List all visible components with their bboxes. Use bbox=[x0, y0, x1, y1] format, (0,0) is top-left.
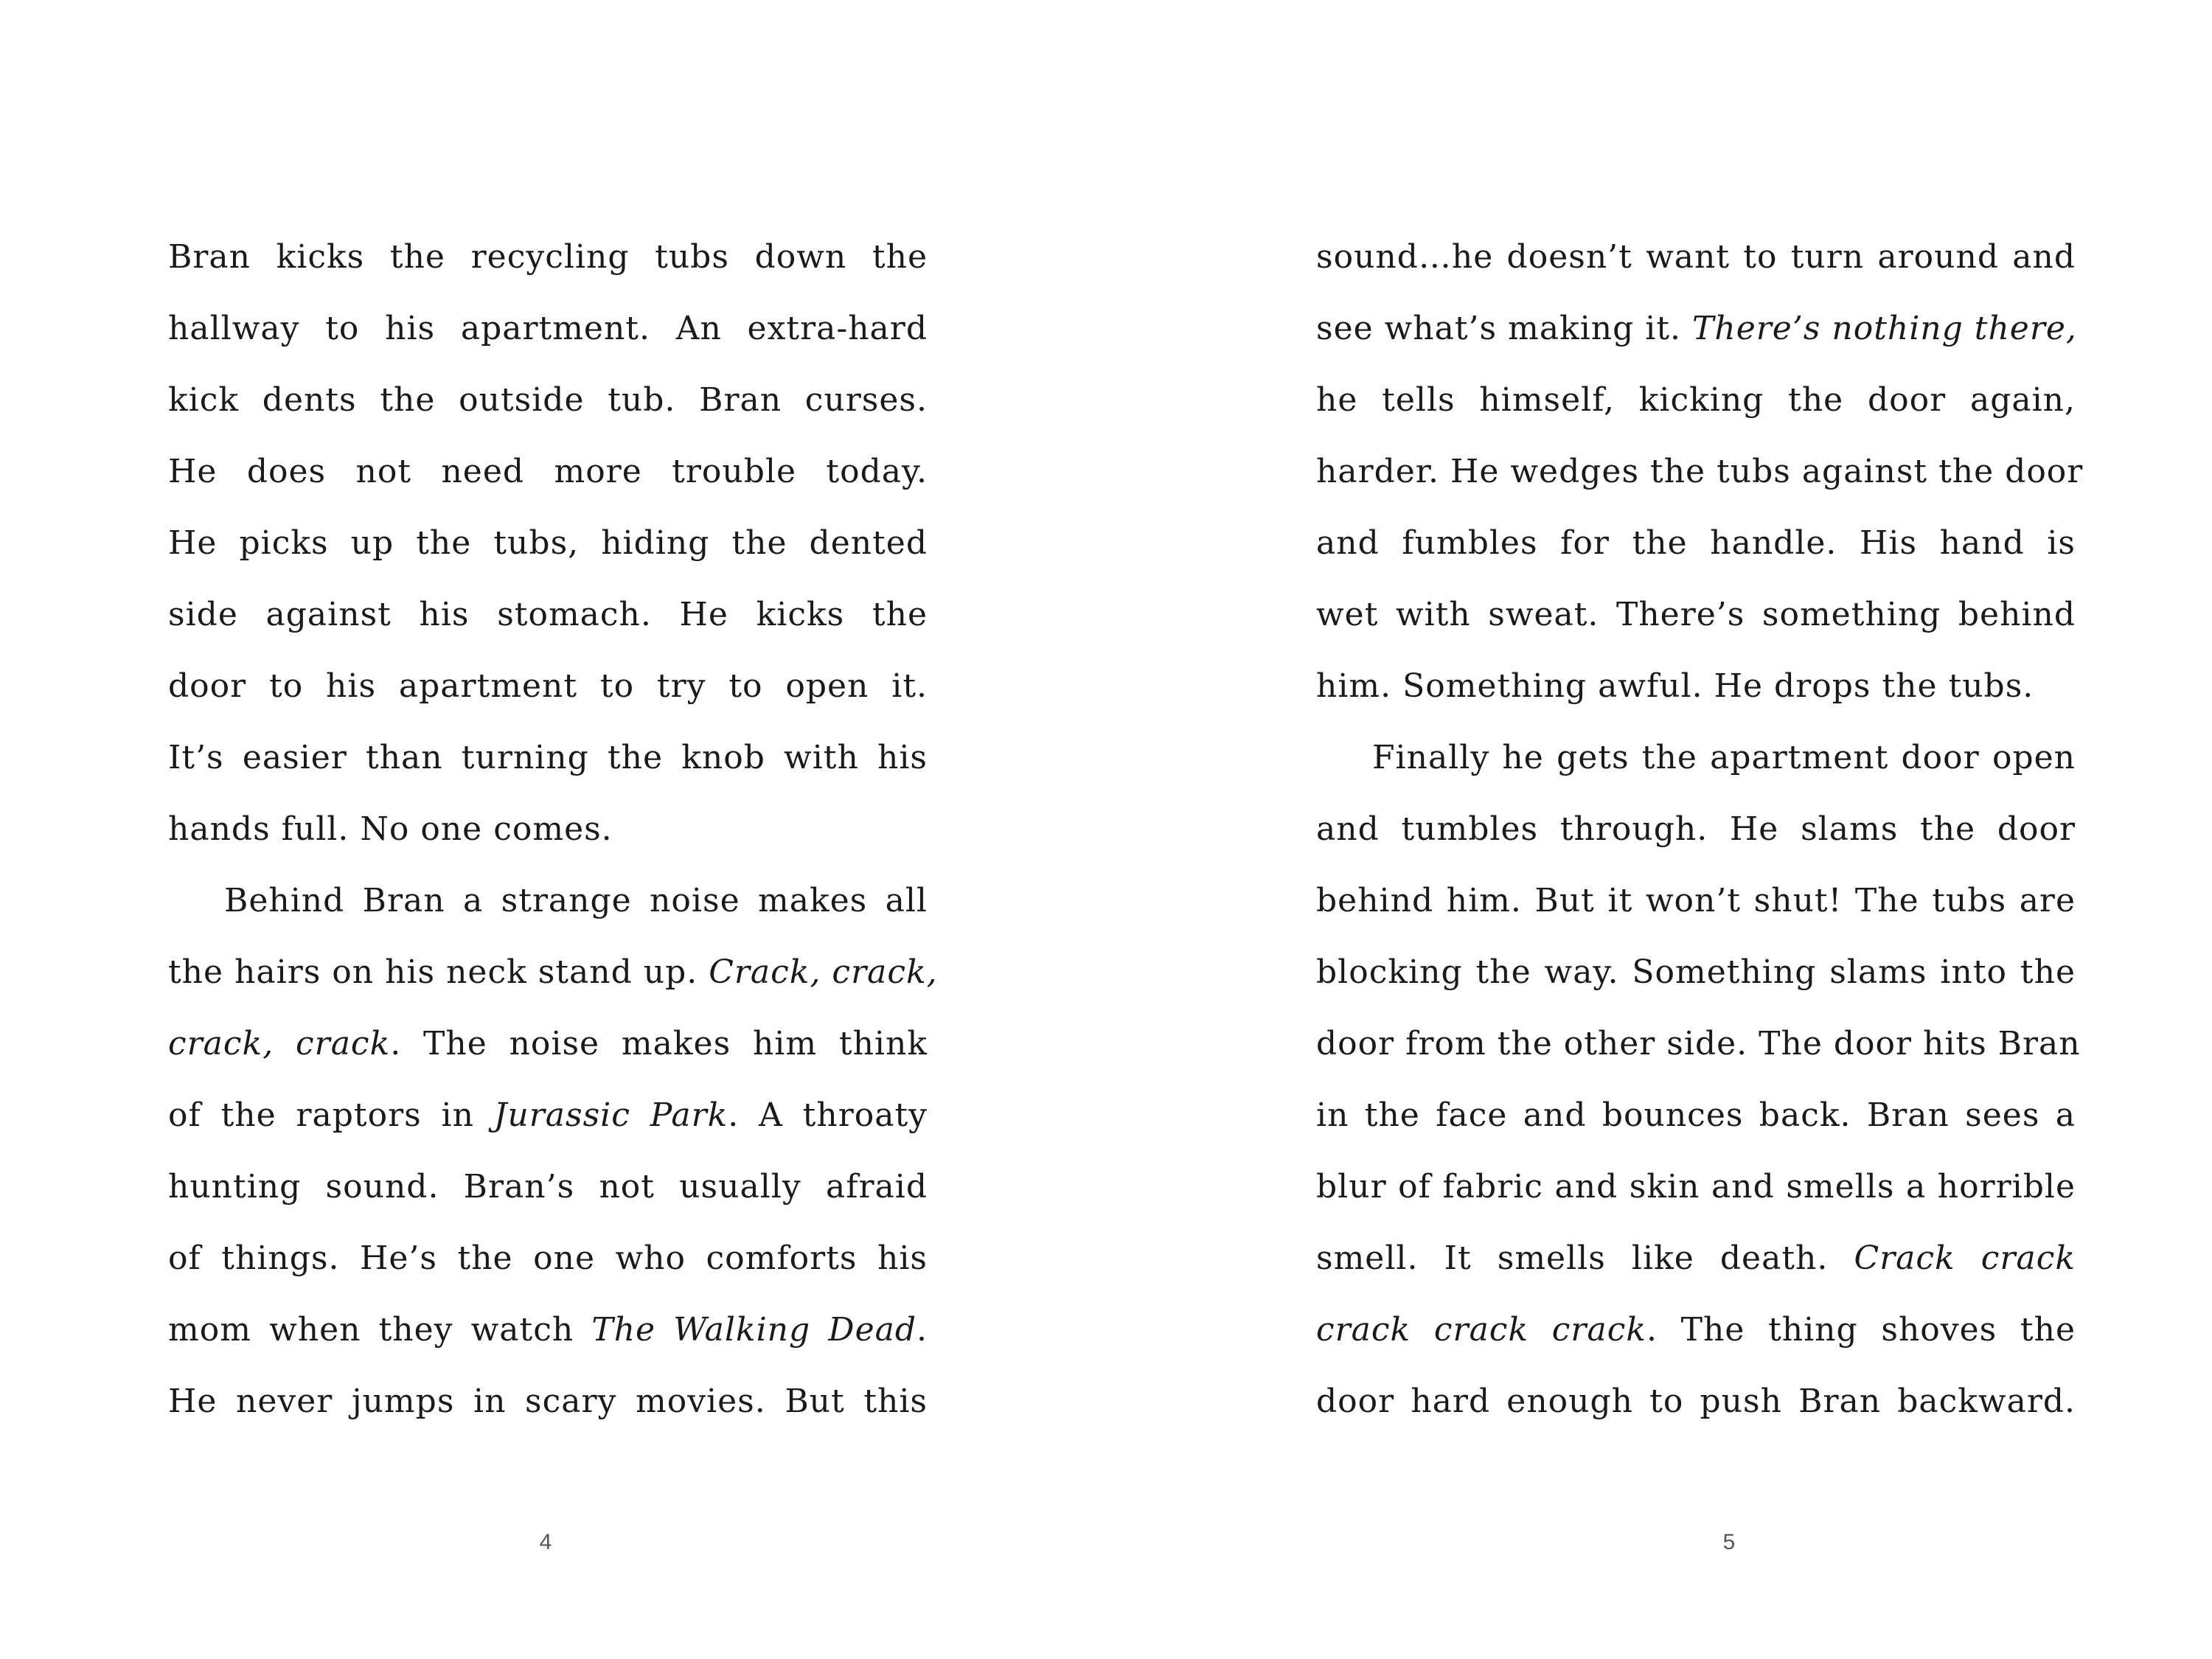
text-segment: see what’s making it. bbox=[1316, 310, 1693, 347]
text-line: He does not need more trouble today. bbox=[168, 453, 928, 490]
text-line: door hard enough to push Bran backward. bbox=[1316, 1382, 2076, 1420]
text-line bbox=[168, 1079, 928, 1151]
italic-text: Crack, crack, bbox=[709, 953, 938, 991]
text-line bbox=[1316, 293, 2076, 364]
text-line: hands full. No one comes. bbox=[168, 810, 613, 848]
italic-text: Jurassic Park bbox=[493, 1096, 728, 1134]
text-line: harder. He wedges the tubs against the door bbox=[1316, 453, 2084, 490]
text-line: Behind Bran a strange noise makes all bbox=[224, 882, 928, 919]
page-number: 5 bbox=[1722, 1530, 1736, 1554]
right-page bbox=[1106, 0, 2212, 1659]
text-line: blocking the way. Something slams into the bbox=[1316, 953, 2076, 991]
text-line: He picks up the tubs, hiding the dented bbox=[168, 524, 928, 562]
text-segment: . bbox=[917, 1311, 928, 1349]
text-line bbox=[1316, 1294, 2076, 1366]
text-segment: of the raptors in bbox=[168, 1096, 494, 1134]
italic-text: The Walking Dead bbox=[591, 1311, 917, 1349]
text-segment: the hairs on his neck stand up. bbox=[168, 953, 709, 991]
text-segment: smell. It smells like death. bbox=[1316, 1239, 1854, 1277]
text-segment: . The noise makes him think bbox=[390, 1025, 928, 1062]
text-line: he tells himself, kicking the door again, bbox=[1316, 381, 2076, 419]
text-line bbox=[168, 1008, 928, 1079]
text-segment: . The thing shoves the bbox=[1646, 1311, 2076, 1349]
right-page-text bbox=[1316, 221, 2084, 1437]
text-line: of things. He’s the one who comforts his bbox=[168, 1239, 928, 1277]
text-line: behind him. But it won’t shut! The tubs are bbox=[1316, 882, 2076, 919]
text-line: him. Something awful. He drops the tubs. bbox=[1316, 667, 2034, 705]
text-line: in the face and bounces back. Bran sees a bbox=[1316, 1096, 2076, 1134]
text-line bbox=[168, 936, 938, 1008]
text-line: Bran kicks the recycling tubs down the bbox=[168, 238, 928, 276]
text-line: He never jumps in scary movies. But this bbox=[168, 1382, 928, 1420]
text-line: side against his stomach. He kicks the bbox=[168, 596, 928, 633]
page-number: 4 bbox=[539, 1530, 552, 1554]
text-line: wet with sweat. There’s something behind bbox=[1316, 596, 2076, 633]
text-line: door from the other side. The door hits Bran bbox=[1316, 1025, 2081, 1062]
text-line: sound…he doesn’t want to turn around and bbox=[1316, 238, 2076, 276]
text-line: door to his apartment to try to open it. bbox=[168, 667, 928, 705]
text-line bbox=[1316, 1222, 2076, 1294]
text-line: kick dents the outside tub. Bran curses. bbox=[168, 381, 928, 419]
left-page-text bbox=[168, 221, 938, 1437]
italic-text: Crack crack bbox=[1854, 1239, 2076, 1277]
text-line: hallway to his apartment. An extra-hard bbox=[168, 310, 928, 347]
text-line: blur of fabric and skin and smells a horrible bbox=[1316, 1168, 2076, 1206]
text-line bbox=[168, 1294, 928, 1366]
text-line: It’s easier than turning the knob with his bbox=[168, 739, 928, 776]
text-segment: . A throaty bbox=[728, 1096, 928, 1134]
text-line: and fumbles for the handle. His hand is bbox=[1316, 524, 2076, 562]
italic-text: crack, crack bbox=[168, 1025, 391, 1062]
text-line: Finally he gets the apartment door open bbox=[1372, 739, 2076, 776]
italic-text: crack crack crack bbox=[1316, 1311, 1647, 1349]
text-line: and tumbles through. He slams the door bbox=[1316, 810, 2076, 848]
italic-text: There’s nothing there, bbox=[1692, 310, 2077, 347]
text-line: hunting sound. Bran’s not usually afraid bbox=[168, 1168, 928, 1206]
text-segment: mom when they watch bbox=[168, 1311, 592, 1349]
